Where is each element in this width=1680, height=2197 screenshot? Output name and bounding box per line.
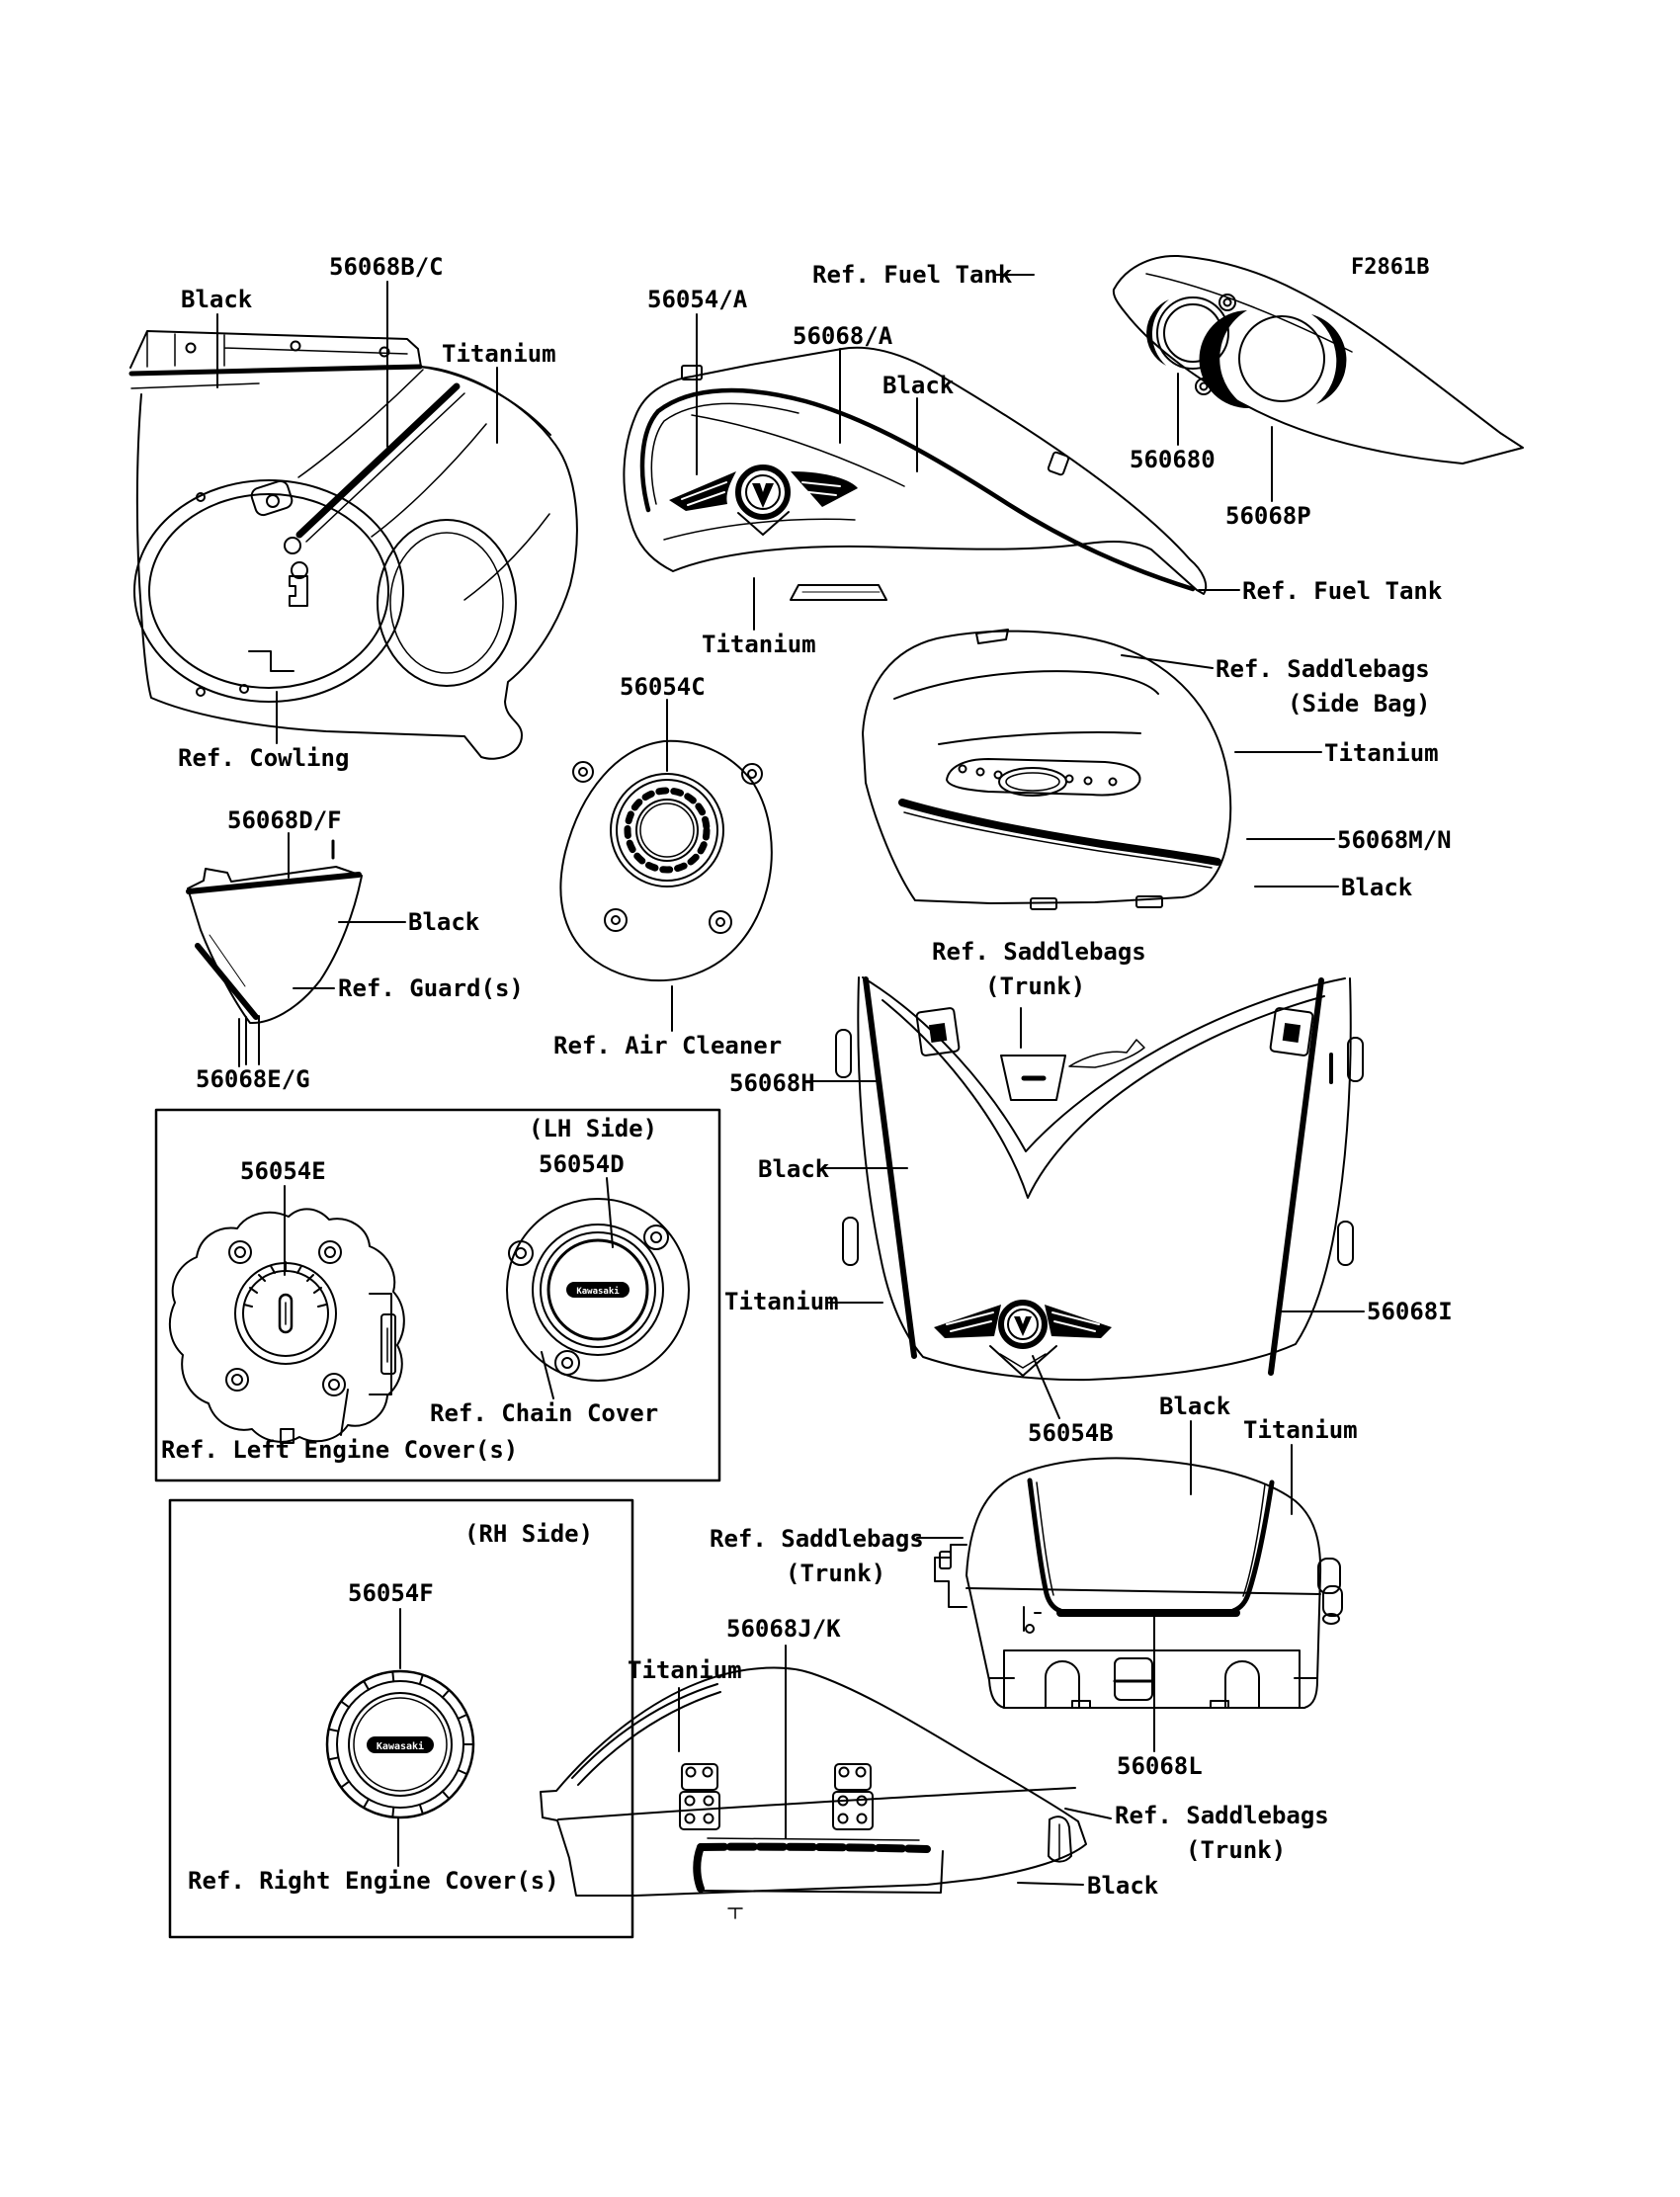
label-rh-part: 56054F [348, 1579, 434, 1607]
label-ref-trunkfront-1: Ref. Saddlebags [932, 938, 1146, 966]
label-ref-left-engine-cover: Ref. Left Engine Cover(s) [161, 1436, 519, 1464]
label-ref-trunkrear-left-1: Ref. Saddlebags [710, 1525, 924, 1553]
label-ref-right-engine-cover: Ref. Right Engine Cover(s) [188, 1867, 559, 1895]
label-guard-black: Black [408, 908, 480, 936]
label-tank-titanium: Titanium [702, 631, 816, 658]
label-ref-trunkrear-left-2: (Trunk) [786, 1560, 886, 1587]
trunk-front-drawing [836, 977, 1363, 1380]
label-trunkfront-black: Black [758, 1155, 830, 1183]
label-ref-chain-cover: Ref. Chain Cover [430, 1399, 659, 1427]
label-cowling-part: 56068B/C [329, 253, 444, 281]
label-aircleaner-part: 56054C [620, 673, 706, 701]
guard-drawing [188, 841, 362, 1066]
label-fiche-code: F2861B [1351, 255, 1430, 280]
label-ref-sidebag-2: (Side Bag) [1288, 690, 1431, 718]
label-sidebag-part: 56068M/N [1337, 826, 1452, 854]
label-tank-stripe-part: 56068/A [793, 322, 893, 350]
side-bag-drawing [863, 630, 1230, 909]
kawasaki-logo-chain-cover: Kawasaki [576, 1287, 620, 1297]
kawasaki-v-emblem-trunk [934, 1303, 1112, 1376]
trunk-rear-drawing [935, 1458, 1342, 1708]
label-cowling-titanium: Titanium [442, 340, 556, 368]
label-lh-side-title: (LH Side) [529, 1115, 658, 1142]
label-guard-part-bottom: 56068E/G [196, 1065, 310, 1093]
label-ref-fuel-tank-top: Ref. Fuel Tank [812, 261, 1013, 289]
label-ref-guards: Ref. Guard(s) [338, 974, 524, 1002]
label-ref-cowling: Ref. Cowling [178, 744, 350, 772]
label-tanktop-part-left: 560680 [1130, 446, 1216, 473]
label-trunkfront-part-right: 56068I [1367, 1298, 1453, 1325]
label-ref-sidebag-1: Ref. Saddlebags [1216, 655, 1430, 683]
label-rh-side-title: (RH Side) [464, 1520, 594, 1548]
left-engine-cover-drawing [170, 1209, 404, 1443]
label-tank-emblem-part: 56054/A [647, 286, 748, 313]
trunk-hinge-left [680, 1764, 719, 1829]
label-tank-black: Black [882, 372, 955, 399]
kawasaki-logo-right-cover: Kawasaki [376, 1741, 425, 1752]
kawasaki-v-emblem-tank [669, 467, 858, 535]
label-trunkrear-titanium: Titanium [1243, 1416, 1358, 1444]
label-ref-air-cleaner: Ref. Air Cleaner [553, 1032, 783, 1059]
label-trunkside-part: 56068J/K [726, 1615, 841, 1643]
trunk-hinge-right [833, 1764, 873, 1829]
label-trunkside-black: Black [1087, 1872, 1159, 1900]
label-tanktop-part-right: 56068P [1225, 502, 1311, 530]
label-trunkfront-part-left: 56068H [729, 1069, 815, 1097]
label-lh-cover-part: 56054E [240, 1157, 326, 1185]
label-trunkrear-black: Black [1159, 1393, 1231, 1420]
cowling-drawing [130, 331, 577, 759]
label-guard-part-top: 56068D/F [227, 806, 342, 834]
label-ref-fuel-tank-right: Ref. Fuel Tank [1242, 577, 1443, 605]
chain-cover-drawing [507, 1199, 689, 1381]
right-engine-cover-drawing [327, 1671, 473, 1817]
label-trunkrear-part-bottom: 56068L [1117, 1752, 1203, 1780]
label-lh-chain-part: 56054D [539, 1150, 625, 1178]
label-ref-trunkrear-bot-2: (Trunk) [1186, 1836, 1287, 1864]
label-trunkside-titanium: Titanium [628, 1656, 742, 1684]
fuel-tank-top-view-drawing [1114, 256, 1523, 464]
label-trunkfront-titanium: Titanium [724, 1288, 839, 1315]
label-ref-trunkfront-2: (Trunk) [985, 972, 1086, 1000]
label-trunkfront-emblem-part: 56054B [1028, 1419, 1114, 1447]
label-cowling-black: Black [181, 286, 253, 313]
label-sidebag-black: Black [1341, 874, 1413, 901]
label-ref-trunkrear-bot-1: Ref. Saddlebags [1115, 1802, 1329, 1829]
label-sidebag-titanium: Titanium [1324, 739, 1439, 767]
air-cleaner-drawing [560, 741, 771, 980]
